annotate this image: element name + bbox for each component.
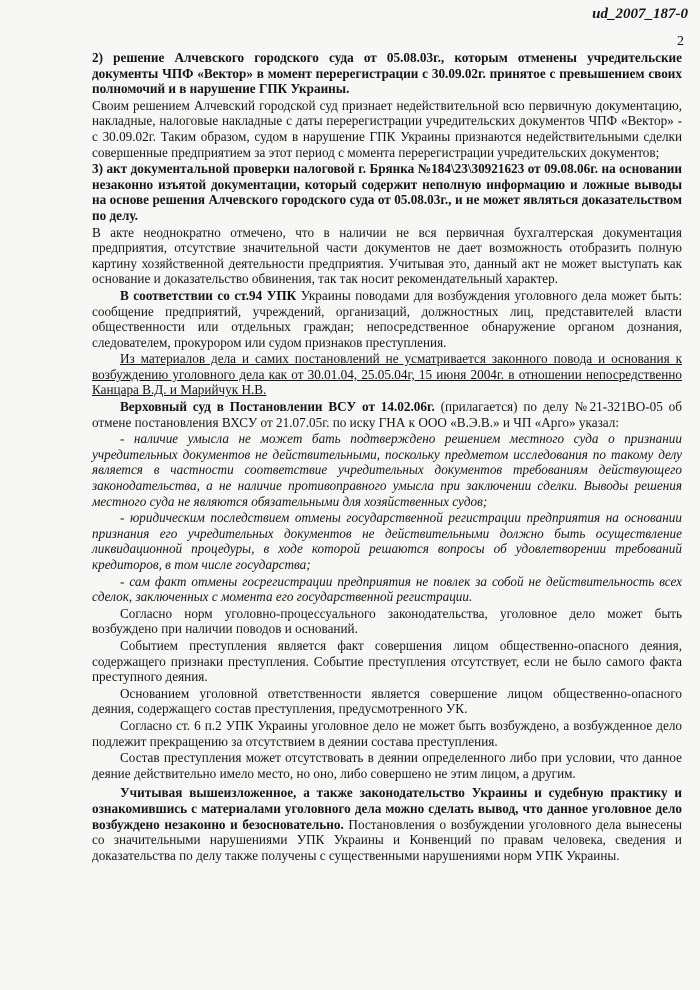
- item-3-heading: 3) акт документальной проверки налоговой г. Брянка №184\23\30921623 от 09.08.06г. на основании незаконно изъятой документации, который содержит неполную информацию и ложные выводы на основе решения Алчевского городского суда от 05.08.03г., и не может являться доказательством по делу.: [92, 161, 682, 223]
- bold-lead: В соответствии со ст.94 УПК: [120, 287, 297, 303]
- paragraph: В акте неоднократно отмечено, что в наличии не вся первичная бухгалтерская документация предприятия, отсутствие значительной части документов не дает возможность отобразить полную картину хозяйственной деятельности предприятия. Учитывая это, данный акт не может выступать как основание и доказательство обвинения, так так носит рекомендательный характер.: [92, 224, 682, 287]
- quote-item: - юридическим последствием отмены государственной регистрации предприятия на основании признания его учредительных документов не действительными должно быть осуществление ликвидационной процедуры, в ходе которой решаются вопросы об удовлетворении требований кредиторов, в том числе государства;: [92, 510, 682, 572]
- paragraph-supreme-court: [92, 399, 682, 430]
- paragraph-text: Украины поводами для возбуждения уголовного дела может быть: сообщение предприятий, учреждений, организаций, должностных лиц, представителей власти общественности или отдельных граждан; непосредственное обнаружение органом дознания, следователем, прокурором или судом признаков преступления.: [92, 287, 682, 350]
- paragraph: Согласно норм уголовно-процессуального законодательства, уголовное дело может быть возбуждено при наличии поводов и оснований.: [92, 605, 682, 637]
- quote-item: - сам факт отмены госрегистрации предприятия не повлек за собой не действительность всех сделок, заключенных с момента его государственной регистрации.: [92, 573, 682, 605]
- conclusion-paragraph: [92, 785, 682, 863]
- paragraph-text: (прилагается) по делу №21-321ВО-05 об отмене постановления ВХСУ от 21.07.05г. по иску ГНА к ООО «В.Э.В.» и ЧП «Арго» указал:: [92, 399, 682, 430]
- bold-lead: Учитывая вышеизложенное, а также законодательство Украины и судебную практику и ознакомившись с материалами уголовного дела можно сделать вывод, что данное уголовное дело возбуждено незаконно и безосновательно.: [92, 785, 682, 832]
- paragraph: Состав преступления может отсутствовать в деянии определенного либо при условии, что данное деяние действительно имело место, но оно, либо совершено не этим лицом, а другим.: [92, 750, 682, 781]
- document-body: [92, 50, 682, 864]
- paragraph: Основанием уголовной ответственности является совершение лицом общественно-опасного деяния, содержащего состав преступления, предусмотренного УК.: [92, 685, 682, 717]
- underlined-paragraph: Из материалов дела и самих постановлений не усматривается законного повода и основания к возбуждению уголовного дела как от 30.01.04, 25.05.04г, 15 июня 2004г. в отношении непосредственно Канцара В.Д. и Марийчук Н.В.: [92, 351, 682, 398]
- bold-lead: Верховный суд в Постановлении ВСУ от 14.02.06г.: [120, 399, 435, 415]
- document-id: ud_2007_187-0: [592, 6, 688, 22]
- page-number: 2: [677, 34, 684, 49]
- paragraph: Своим решением Алчевский городской суд признает недействительной всю первичную документацию, накладные, налоговые накладные с даты перерегистрации учредительских документов ЧПФ «Вектор» - с 30.09.02г. Таким образом, судом в нарушение ГПК Украины признаются недействительными сделки совершенные предприятием за этот период с момента перерегистрации учредительских документов;: [92, 97, 682, 160]
- paragraph: Событием преступления является факт совершения лицом общественно-опасного деяния, содержащего признаки преступления. Событие преступления отсутствует, если не было самого факта преступного деяния.: [92, 637, 682, 685]
- item-2-heading: 2) решение Алчевского городского суда от 05.08.03г., которым отменены учредительские документы ЧПФ «Вектор» в момент перерегистрации с 30.09.02г. принятое с превышением своих полномочий и в нарушение ГПК Украины.: [92, 50, 682, 97]
- paragraph-art94: [92, 288, 682, 350]
- paragraph: Согласно ст. 6 п.2 УПК Украины уголовное дело не может быть возбуждено, а возбужденное дело подлежит прекращению за отсутствием в деянии состава преступления.: [92, 717, 682, 749]
- quote-item: - наличие умысла не может бать подтверждено решением местного суда о признании учредительных документов не действительными, поскольку предметом исследования по такому делу является в частности соответствие учредительных документов требованиям действующего законодательства, а не наличие противоправного умысла при заключении сделки. Выводы решения местного суда не являются обязательными для хозяйственных судов;: [92, 431, 682, 509]
- paragraph-text: Постановления о возбуждении уголовного дела вынесены со значительными нарушениями УПК Украины и Конвенций по правам человека, сведения и доказательства по делу также получены с существенными нарушениями норм УПК Украины.: [92, 816, 682, 863]
